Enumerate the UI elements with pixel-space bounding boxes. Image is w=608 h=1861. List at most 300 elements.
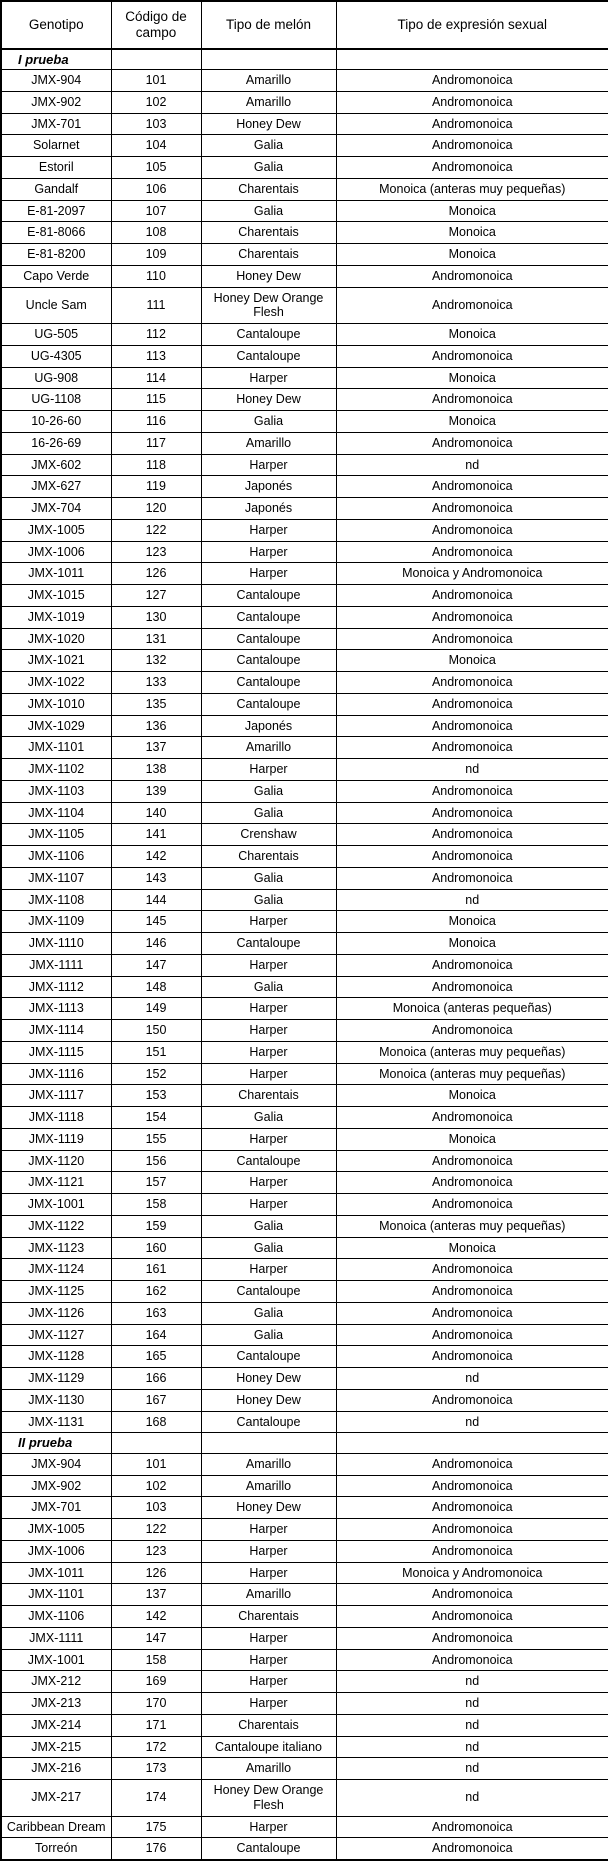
cell-codigo-de-campo: 140: [111, 802, 201, 824]
cell-codigo-de-campo: 170: [111, 1693, 201, 1715]
table-row: [1, 954, 608, 976]
cell-genotipo: JMX-904: [1, 1453, 111, 1475]
cell-tipo-de-melon: Harper: [201, 1128, 336, 1150]
cell-genotipo: JMX-1001: [1, 1649, 111, 1671]
table-row: [1, 1540, 608, 1562]
cell-genotipo: JMX-1011: [1, 563, 111, 585]
cell-tipo-de-melon: Harper: [201, 1627, 336, 1649]
table-row: [1, 432, 608, 454]
table-row: [1, 1736, 608, 1758]
cell-codigo-de-campo: 146: [111, 933, 201, 955]
table-row: [1, 824, 608, 846]
cell-tipo-de-expresion-sexual: Monoica: [336, 1237, 608, 1259]
cell-tipo-de-melon: Galia: [201, 135, 336, 157]
table-row: [1, 1302, 608, 1324]
cell-genotipo: Gandalf: [1, 178, 111, 200]
cell-genotipo: JMX-1116: [1, 1063, 111, 1085]
cell-tipo-de-melon: Honey Dew: [201, 113, 336, 135]
cell-tipo-de-melon: Harper: [201, 1671, 336, 1693]
cell-tipo-de-expresion-sexual: Andromonoica: [336, 265, 608, 287]
cell-tipo-de-melon: Harper: [201, 998, 336, 1020]
cell-codigo-de-campo: 104: [111, 135, 201, 157]
cell-tipo-de-melon: Honey Dew Orange Flesh: [201, 1780, 336, 1817]
table-row: [1, 867, 608, 889]
cell-tipo-de-melon: Honey Dew Orange Flesh: [201, 287, 336, 324]
cell-codigo-de-campo: 119: [111, 476, 201, 498]
table-row: [1, 1063, 608, 1085]
cell-genotipo: JMX-1011: [1, 1562, 111, 1584]
cell-tipo-de-melon: Honey Dew: [201, 389, 336, 411]
cell-tipo-de-melon: Charentais: [201, 178, 336, 200]
table-row: [1, 780, 608, 802]
cell-genotipo: JMX-1130: [1, 1389, 111, 1411]
cell-genotipo: JMX-1128: [1, 1346, 111, 1368]
cell-codigo-de-campo: 157: [111, 1172, 201, 1194]
table-row: [1, 911, 608, 933]
cell-tipo-de-expresion-sexual: Andromonoica: [336, 1497, 608, 1519]
cell-tipo-de-expresion-sexual: Andromonoica: [336, 498, 608, 520]
table-row: [1, 1671, 608, 1693]
cell-tipo-de-melon: Galia: [201, 780, 336, 802]
table-row: [1, 113, 608, 135]
cell-tipo-de-melon: Amarillo: [201, 1475, 336, 1497]
table-row: [1, 737, 608, 759]
cell-tipo-de-melon: Amarillo: [201, 1758, 336, 1780]
cell-tipo-de-expresion-sexual: nd: [336, 1671, 608, 1693]
cell-tipo-de-melon: Galia: [201, 802, 336, 824]
cell-tipo-de-expresion-sexual: Andromonoica: [336, 1150, 608, 1172]
cell-tipo-de-melon: Galia: [201, 1215, 336, 1237]
empty-cell-expresion: [336, 1433, 608, 1453]
cell-codigo-de-campo: 154: [111, 1107, 201, 1129]
cell-tipo-de-expresion-sexual: Andromonoica: [336, 1172, 608, 1194]
table-row: [1, 1389, 608, 1411]
cell-codigo-de-campo: 138: [111, 759, 201, 781]
cell-codigo-de-campo: 167: [111, 1389, 201, 1411]
cell-codigo-de-campo: 117: [111, 432, 201, 454]
cell-tipo-de-melon: Charentais: [201, 1714, 336, 1736]
cell-codigo-de-campo: 141: [111, 824, 201, 846]
cell-tipo-de-melon: Harper: [201, 1259, 336, 1281]
cell-tipo-de-expresion-sexual: Andromonoica: [336, 432, 608, 454]
table-row: [1, 389, 608, 411]
table-row: [1, 70, 608, 92]
cell-tipo-de-expresion-sexual: Monoica (anteras muy pequeñas): [336, 1041, 608, 1063]
cell-tipo-de-melon: Cantaloupe: [201, 345, 336, 367]
table-row: [1, 976, 608, 998]
cell-tipo-de-melon: Harper: [201, 563, 336, 585]
cell-genotipo: JMX-1022: [1, 672, 111, 694]
cell-genotipo: JMX-1119: [1, 1128, 111, 1150]
cell-tipo-de-expresion-sexual: Andromonoica: [336, 345, 608, 367]
table-row: [1, 476, 608, 498]
cell-codigo-de-campo: 101: [111, 1453, 201, 1475]
table-row: [1, 1693, 608, 1715]
cell-codigo-de-campo: 169: [111, 1671, 201, 1693]
table-row: [1, 846, 608, 868]
cell-tipo-de-melon: Harper: [201, 1194, 336, 1216]
cell-genotipo: JMX-1121: [1, 1172, 111, 1194]
table-row: [1, 1838, 608, 1860]
cell-genotipo: JMX-1019: [1, 606, 111, 628]
table-body: [1, 49, 608, 1860]
cell-tipo-de-melon: Amarillo: [201, 432, 336, 454]
cell-genotipo: JMX-215: [1, 1736, 111, 1758]
empty-cell-expresion: [336, 49, 608, 70]
cell-codigo-de-campo: 114: [111, 367, 201, 389]
cell-genotipo: JMX-216: [1, 1758, 111, 1780]
cell-codigo-de-campo: 127: [111, 585, 201, 607]
table-row: [1, 1150, 608, 1172]
cell-tipo-de-expresion-sexual: Andromonoica: [336, 1816, 608, 1838]
cell-tipo-de-expresion-sexual: Monoica: [336, 1085, 608, 1107]
cell-tipo-de-melon: Charentais: [201, 1085, 336, 1107]
table-row: [1, 715, 608, 737]
cell-tipo-de-melon: Charentais: [201, 222, 336, 244]
cell-genotipo: JMX-1103: [1, 780, 111, 802]
cell-tipo-de-melon: Harper: [201, 454, 336, 476]
table-row: [1, 672, 608, 694]
cell-tipo-de-melon: Cantaloupe: [201, 650, 336, 672]
cell-codigo-de-campo: 123: [111, 541, 201, 563]
table-row: [1, 693, 608, 715]
cell-codigo-de-campo: 160: [111, 1237, 201, 1259]
cell-genotipo: Caribbean Dream: [1, 1816, 111, 1838]
cell-codigo-de-campo: 175: [111, 1816, 201, 1838]
cell-tipo-de-melon: Harper: [201, 954, 336, 976]
cell-genotipo: JMX-627: [1, 476, 111, 498]
table-row: [1, 1259, 608, 1281]
cell-tipo-de-expresion-sexual: Andromonoica: [336, 693, 608, 715]
cell-codigo-de-campo: 158: [111, 1194, 201, 1216]
cell-tipo-de-melon: Harper: [201, 519, 336, 541]
cell-tipo-de-expresion-sexual: Andromonoica: [336, 1627, 608, 1649]
cell-codigo-de-campo: 149: [111, 998, 201, 1020]
cell-tipo-de-expresion-sexual: nd: [336, 454, 608, 476]
table-section-row: [1, 49, 608, 70]
cell-tipo-de-expresion-sexual: Andromonoica: [336, 1302, 608, 1324]
cell-genotipo: JMX-1111: [1, 1627, 111, 1649]
cell-tipo-de-melon: Cantaloupe: [201, 606, 336, 628]
cell-tipo-de-expresion-sexual: Andromonoica: [336, 70, 608, 92]
cell-tipo-de-expresion-sexual: nd: [336, 759, 608, 781]
cell-tipo-de-expresion-sexual: Andromonoica: [336, 476, 608, 498]
cell-tipo-de-melon: Crenshaw: [201, 824, 336, 846]
column-header-codigo-de-campo: Código de campo: [111, 1, 201, 49]
cell-tipo-de-expresion-sexual: Andromonoica: [336, 519, 608, 541]
cell-tipo-de-expresion-sexual: Andromonoica: [336, 976, 608, 998]
cell-genotipo: JMX-602: [1, 454, 111, 476]
column-header-tipo-de-expresion-sexual: Tipo de expresión sexual: [336, 1, 608, 49]
table-row: [1, 1816, 608, 1838]
cell-genotipo: JMX-1101: [1, 1584, 111, 1606]
cell-codigo-de-campo: 107: [111, 200, 201, 222]
cell-tipo-de-melon: Cantaloupe: [201, 585, 336, 607]
cell-genotipo: UG-1108: [1, 389, 111, 411]
table-row: [1, 1128, 608, 1150]
cell-tipo-de-expresion-sexual: Andromonoica: [336, 113, 608, 135]
table-row: [1, 519, 608, 541]
cell-tipo-de-expresion-sexual: Andromonoica: [336, 1259, 608, 1281]
cell-codigo-de-campo: 152: [111, 1063, 201, 1085]
cell-genotipo: JMX-1111: [1, 954, 111, 976]
cell-genotipo: JMX-1112: [1, 976, 111, 998]
cell-tipo-de-melon: Harper: [201, 1063, 336, 1085]
table-row: [1, 135, 608, 157]
cell-tipo-de-melon: Harper: [201, 541, 336, 563]
cell-codigo-de-campo: 145: [111, 911, 201, 933]
table-row: [1, 454, 608, 476]
table-row: [1, 933, 608, 955]
section-label: I prueba: [1, 49, 111, 70]
table-row: [1, 1324, 608, 1346]
cell-tipo-de-melon: Japonés: [201, 476, 336, 498]
empty-cell-codigo: [111, 1433, 201, 1453]
table-row: [1, 1215, 608, 1237]
cell-genotipo: JMX-1001: [1, 1194, 111, 1216]
cell-codigo-de-campo: 103: [111, 1497, 201, 1519]
cell-codigo-de-campo: 137: [111, 737, 201, 759]
cell-codigo-de-campo: 159: [111, 1215, 201, 1237]
cell-codigo-de-campo: 135: [111, 693, 201, 715]
cell-tipo-de-melon: Cantaloupe: [201, 324, 336, 346]
cell-codigo-de-campo: 142: [111, 846, 201, 868]
cell-tipo-de-expresion-sexual: Andromonoica: [336, 628, 608, 650]
cell-genotipo: JMX-1021: [1, 650, 111, 672]
cell-genotipo: JMX-1127: [1, 1324, 111, 1346]
cell-codigo-de-campo: 111: [111, 287, 201, 324]
cell-tipo-de-expresion-sexual: Monoica: [336, 650, 608, 672]
cell-genotipo: JMX-214: [1, 1714, 111, 1736]
table-row: [1, 628, 608, 650]
cell-codigo-de-campo: 139: [111, 780, 201, 802]
cell-genotipo: JMX-1102: [1, 759, 111, 781]
cell-genotipo: JMX-1110: [1, 933, 111, 955]
cell-tipo-de-expresion-sexual: Andromonoica: [336, 1194, 608, 1216]
cell-codigo-de-campo: 142: [111, 1606, 201, 1628]
cell-tipo-de-melon: Galia: [201, 200, 336, 222]
cell-genotipo: JMX-1104: [1, 802, 111, 824]
cell-tipo-de-expresion-sexual: Andromonoica: [336, 157, 608, 179]
cell-genotipo: E-81-8200: [1, 244, 111, 266]
table-row: [1, 1041, 608, 1063]
cell-tipo-de-expresion-sexual: Andromonoica: [336, 672, 608, 694]
cell-genotipo: JMX-902: [1, 91, 111, 113]
cell-genotipo: 10-26-60: [1, 411, 111, 433]
cell-tipo-de-melon: Galia: [201, 889, 336, 911]
cell-codigo-de-campo: 164: [111, 1324, 201, 1346]
table-row: [1, 1453, 608, 1475]
cell-genotipo: JMX-1010: [1, 693, 111, 715]
cell-genotipo: JMX-1015: [1, 585, 111, 607]
cell-tipo-de-expresion-sexual: Andromonoica: [336, 1606, 608, 1628]
cell-codigo-de-campo: 137: [111, 1584, 201, 1606]
table-row: [1, 650, 608, 672]
table-row: [1, 178, 608, 200]
cell-tipo-de-melon: Japonés: [201, 715, 336, 737]
cell-tipo-de-expresion-sexual: Andromonoica: [336, 715, 608, 737]
column-header-genotipo: Genotipo: [1, 1, 111, 49]
cell-genotipo: JMX-1106: [1, 846, 111, 868]
table-row: [1, 324, 608, 346]
cell-tipo-de-expresion-sexual: Andromonoica: [336, 780, 608, 802]
cell-codigo-de-campo: 147: [111, 954, 201, 976]
cell-genotipo: JMX-1005: [1, 519, 111, 541]
cell-tipo-de-melon: Cantaloupe: [201, 1411, 336, 1433]
cell-genotipo: JMX-1118: [1, 1107, 111, 1129]
cell-tipo-de-melon: Harper: [201, 1693, 336, 1715]
cell-tipo-de-melon: Harper: [201, 1816, 336, 1838]
table-row: [1, 411, 608, 433]
table-row: [1, 367, 608, 389]
table-row: [1, 1780, 608, 1817]
cell-tipo-de-melon: Cantaloupe: [201, 628, 336, 650]
cell-tipo-de-melon: Galia: [201, 867, 336, 889]
cell-codigo-de-campo: 109: [111, 244, 201, 266]
cell-genotipo: JMX-1101: [1, 737, 111, 759]
cell-genotipo: JMX-1114: [1, 1020, 111, 1042]
cell-tipo-de-melon: Charentais: [201, 244, 336, 266]
cell-codigo-de-campo: 122: [111, 519, 201, 541]
cell-genotipo: JMX-1006: [1, 1540, 111, 1562]
cell-genotipo: JMX-1106: [1, 1606, 111, 1628]
header-row: [1, 1, 608, 49]
cell-genotipo: JMX-902: [1, 1475, 111, 1497]
cell-tipo-de-melon: Cantaloupe italiano: [201, 1736, 336, 1758]
cell-tipo-de-expresion-sexual: Andromonoica: [336, 585, 608, 607]
cell-tipo-de-expresion-sexual: Andromonoica: [336, 1649, 608, 1671]
cell-tipo-de-expresion-sexual: Andromonoica: [336, 824, 608, 846]
cell-codigo-de-campo: 132: [111, 650, 201, 672]
cell-tipo-de-melon: Galia: [201, 1107, 336, 1129]
cell-tipo-de-melon: Cantaloupe: [201, 933, 336, 955]
cell-codigo-de-campo: 148: [111, 976, 201, 998]
cell-tipo-de-melon: Charentais: [201, 1606, 336, 1628]
cell-genotipo: JMX-1113: [1, 998, 111, 1020]
empty-cell-tipo: [201, 1433, 336, 1453]
cell-tipo-de-melon: Galia: [201, 1302, 336, 1324]
cell-tipo-de-expresion-sexual: Monoica: [336, 324, 608, 346]
cell-genotipo: JMX-1020: [1, 628, 111, 650]
cell-codigo-de-campo: 158: [111, 1649, 201, 1671]
cell-genotipo: JMX-1115: [1, 1041, 111, 1063]
cell-tipo-de-melon: Charentais: [201, 846, 336, 868]
cell-codigo-de-campo: 174: [111, 1780, 201, 1817]
table-row: [1, 1562, 608, 1584]
cell-tipo-de-melon: Amarillo: [201, 1453, 336, 1475]
cell-genotipo: JMX-1107: [1, 867, 111, 889]
cell-genotipo: JMX-1029: [1, 715, 111, 737]
cell-genotipo: JMX-701: [1, 113, 111, 135]
cell-genotipo: JMX-1125: [1, 1281, 111, 1303]
cell-tipo-de-expresion-sexual: nd: [336, 889, 608, 911]
cell-tipo-de-melon: Galia: [201, 157, 336, 179]
cell-tipo-de-expresion-sexual: Andromonoica: [336, 1453, 608, 1475]
cell-genotipo: JMX-704: [1, 498, 111, 520]
cell-tipo-de-melon: Harper: [201, 1519, 336, 1541]
cell-tipo-de-melon: Harper: [201, 1172, 336, 1194]
cell-genotipo: JMX-1006: [1, 541, 111, 563]
cell-genotipo: JMX-1120: [1, 1150, 111, 1172]
cell-tipo-de-expresion-sexual: Andromonoica: [336, 287, 608, 324]
cell-tipo-de-melon: Honey Dew: [201, 1497, 336, 1519]
cell-genotipo: JMX-1131: [1, 1411, 111, 1433]
table-row: [1, 563, 608, 585]
cell-tipo-de-melon: Cantaloupe: [201, 1346, 336, 1368]
cell-tipo-de-melon: Harper: [201, 367, 336, 389]
table-row: [1, 1172, 608, 1194]
cell-tipo-de-melon: Cantaloupe: [201, 1150, 336, 1172]
empty-cell-codigo: [111, 49, 201, 70]
cell-tipo-de-melon: Amarillo: [201, 1584, 336, 1606]
cell-codigo-de-campo: 123: [111, 1540, 201, 1562]
cell-tipo-de-melon: Cantaloupe: [201, 1281, 336, 1303]
cell-tipo-de-expresion-sexual: nd: [336, 1411, 608, 1433]
table-row: [1, 759, 608, 781]
cell-genotipo: JMX-701: [1, 1497, 111, 1519]
section-label: II prueba: [1, 1433, 111, 1453]
cell-tipo-de-expresion-sexual: Andromonoica: [336, 1540, 608, 1562]
table-row: [1, 889, 608, 911]
cell-genotipo: UG-505: [1, 324, 111, 346]
cell-tipo-de-expresion-sexual: nd: [336, 1758, 608, 1780]
cell-codigo-de-campo: 130: [111, 606, 201, 628]
cell-tipo-de-expresion-sexual: nd: [336, 1693, 608, 1715]
cell-genotipo: JMX-1124: [1, 1259, 111, 1281]
cell-genotipo: JMX-1105: [1, 824, 111, 846]
table-row: [1, 265, 608, 287]
cell-tipo-de-melon: Amarillo: [201, 70, 336, 92]
cell-tipo-de-expresion-sexual: Andromonoica: [336, 1020, 608, 1042]
cell-genotipo: JMX-904: [1, 70, 111, 92]
cell-tipo-de-expresion-sexual: Andromonoica: [336, 846, 608, 868]
cell-codigo-de-campo: 101: [111, 70, 201, 92]
cell-tipo-de-expresion-sexual: Andromonoica: [336, 389, 608, 411]
table-row: [1, 1194, 608, 1216]
table-row: [1, 1606, 608, 1628]
cell-tipo-de-expresion-sexual: nd: [336, 1368, 608, 1390]
cell-codigo-de-campo: 102: [111, 91, 201, 113]
table-row: [1, 606, 608, 628]
cell-codigo-de-campo: 163: [111, 1302, 201, 1324]
table-row: [1, 222, 608, 244]
table-row: [1, 585, 608, 607]
table-row: [1, 1411, 608, 1433]
cell-tipo-de-expresion-sexual: Monoica: [336, 244, 608, 266]
cell-tipo-de-expresion-sexual: Andromonoica: [336, 1475, 608, 1497]
cell-codigo-de-campo: 162: [111, 1281, 201, 1303]
cell-genotipo: UG-4305: [1, 345, 111, 367]
cell-genotipo: JMX-1129: [1, 1368, 111, 1390]
cell-tipo-de-expresion-sexual: Monoica (anteras pequeñas): [336, 998, 608, 1020]
cell-codigo-de-campo: 108: [111, 222, 201, 244]
cell-tipo-de-expresion-sexual: Andromonoica: [336, 1519, 608, 1541]
cell-codigo-de-campo: 110: [111, 265, 201, 287]
cell-genotipo: E-81-2097: [1, 200, 111, 222]
cell-codigo-de-campo: 122: [111, 1519, 201, 1541]
cell-codigo-de-campo: 176: [111, 1838, 201, 1860]
cell-tipo-de-expresion-sexual: nd: [336, 1780, 608, 1817]
table-row: [1, 1107, 608, 1129]
table-row: [1, 1649, 608, 1671]
cell-genotipo: JMX-1109: [1, 911, 111, 933]
cell-codigo-de-campo: 120: [111, 498, 201, 520]
cell-codigo-de-campo: 144: [111, 889, 201, 911]
cell-codigo-de-campo: 151: [111, 1041, 201, 1063]
table-row: [1, 345, 608, 367]
cell-tipo-de-expresion-sexual: Andromonoica: [336, 954, 608, 976]
cell-tipo-de-expresion-sexual: Monoica: [336, 1128, 608, 1150]
